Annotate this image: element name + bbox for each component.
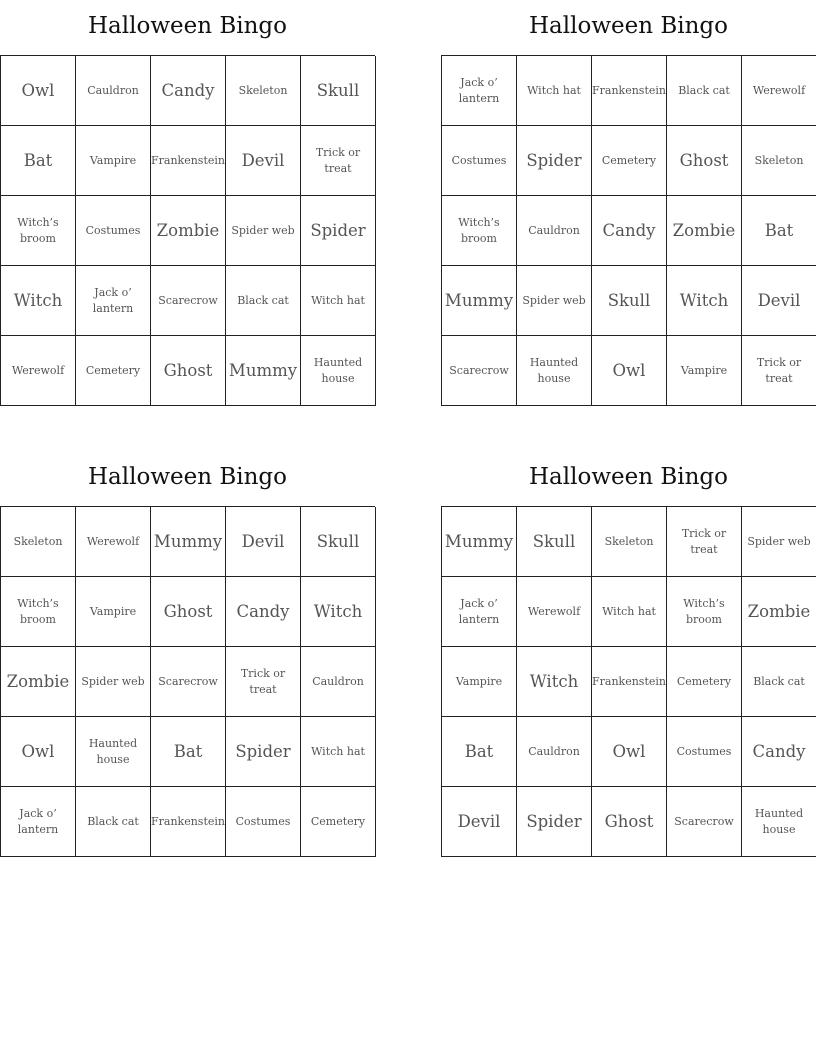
bingo-cell: Frankenstein <box>592 56 667 126</box>
bingo-cell: Cauldron <box>301 647 376 717</box>
bingo-cell: Bat <box>151 717 226 787</box>
bingo-cell: Vampire <box>442 647 517 717</box>
bingo-cell: Owl <box>1 56 76 126</box>
bingo-cell: Trick or treat <box>667 507 742 577</box>
bingo-cell: Mummy <box>151 507 226 577</box>
bingo-cell: Werewolf <box>517 577 592 647</box>
bingo-cell: Ghost <box>592 787 667 857</box>
bingo-cell: Skeleton <box>592 507 667 577</box>
bingo-cell: Cemetery <box>76 336 151 406</box>
bingo-cell: Witch’s broom <box>442 196 517 266</box>
bingo-cell: Witch <box>301 577 376 647</box>
bingo-cell: Frankenstein <box>151 126 226 196</box>
bingo-cell: Mummy <box>226 336 301 406</box>
bingo-cell: Cauldron <box>517 717 592 787</box>
bingo-cell: Trick or treat <box>742 336 816 406</box>
bingo-cell: Trick or treat <box>226 647 301 717</box>
bingo-cell: Zombie <box>1 647 76 717</box>
bingo-cell: Cemetery <box>592 126 667 196</box>
bingo-cell: Witch <box>667 266 742 336</box>
bingo-cell: Costumes <box>667 717 742 787</box>
bingo-cell: Cemetery <box>667 647 742 717</box>
bingo-cell: Werewolf <box>76 507 151 577</box>
bingo-cell: Candy <box>226 577 301 647</box>
bingo-card-2 <box>441 0 816 406</box>
bingo-cell: Zombie <box>667 196 742 266</box>
bingo-cell: Witch’s broom <box>1 577 76 647</box>
bingo-cell: Ghost <box>667 126 742 196</box>
bingo-cell: Jack o’ lantern <box>442 56 517 126</box>
bingo-cell: Skull <box>301 507 376 577</box>
bingo-cell: Trick or treat <box>301 126 376 196</box>
bingo-grid <box>0 506 375 857</box>
bingo-cell: Witch hat <box>301 266 376 336</box>
bingo-cell: Haunted house <box>742 787 816 857</box>
bingo-cell: Owl <box>592 336 667 406</box>
bingo-cell: Scarecrow <box>667 787 742 857</box>
bingo-cell: Haunted house <box>517 336 592 406</box>
bingo-cell: Spider <box>226 717 301 787</box>
card-title: Halloween Bingo <box>528 464 728 490</box>
bingo-cell: Jack o’ lantern <box>442 577 517 647</box>
bingo-cell: Witch’s broom <box>667 577 742 647</box>
bingo-cell: Cemetery <box>301 787 376 857</box>
bingo-grid <box>441 506 816 857</box>
bingo-cell: Skull <box>517 507 592 577</box>
bingo-cell: Vampire <box>76 126 151 196</box>
bingo-cell: Spider web <box>517 266 592 336</box>
bingo-cell: Haunted house <box>76 717 151 787</box>
bingo-cell: Devil <box>442 787 517 857</box>
bingo-cell: Frankenstein <box>592 647 667 717</box>
bingo-cell: Costumes <box>442 126 517 196</box>
bingo-cell: Skeleton <box>226 56 301 126</box>
bingo-cell: Skeleton <box>1 507 76 577</box>
bingo-cell: Candy <box>151 56 226 126</box>
bingo-cell: Witch hat <box>592 577 667 647</box>
bingo-cell: Devil <box>226 507 301 577</box>
bingo-cell: Black cat <box>76 787 151 857</box>
bingo-cell: Mummy <box>442 266 517 336</box>
bingo-card-1 <box>0 0 375 406</box>
bingo-cell: Zombie <box>151 196 226 266</box>
bingo-cell: Devil <box>226 126 301 196</box>
card-title: Halloween Bingo <box>87 464 287 490</box>
bingo-cell: Candy <box>592 196 667 266</box>
bingo-cell: Black cat <box>667 56 742 126</box>
card-title: Halloween Bingo <box>87 13 287 39</box>
bingo-cell: Spider web <box>742 507 816 577</box>
bingo-cell: Spider web <box>76 647 151 717</box>
bingo-cell: Scarecrow <box>151 647 226 717</box>
bingo-card-3 <box>0 451 375 857</box>
bingo-grid <box>441 55 816 406</box>
bingo-cell: Haunted house <box>301 336 376 406</box>
bingo-cell: Cauldron <box>517 196 592 266</box>
bingo-cell: Spider web <box>226 196 301 266</box>
bingo-cell: Ghost <box>151 577 226 647</box>
bingo-cell: Skull <box>592 266 667 336</box>
bingo-grid <box>0 55 375 406</box>
card-title: Halloween Bingo <box>528 13 728 39</box>
bingo-cell: Scarecrow <box>442 336 517 406</box>
bingo-card-4 <box>441 451 816 857</box>
bingo-cell: Werewolf <box>1 336 76 406</box>
bingo-cell: Owl <box>592 717 667 787</box>
bingo-cell: Frankenstein <box>151 787 226 857</box>
bingo-cell: Spider <box>301 196 376 266</box>
bingo-cell: Cauldron <box>76 56 151 126</box>
bingo-cell: Black cat <box>226 266 301 336</box>
bingo-cell: Skeleton <box>742 126 816 196</box>
bingo-cell: Devil <box>742 266 816 336</box>
bingo-cell: Spider <box>517 787 592 857</box>
bingo-cell: Candy <box>742 717 816 787</box>
bingo-cell: Spider <box>517 126 592 196</box>
bingo-cell: Witch <box>517 647 592 717</box>
bingo-cell: Black cat <box>742 647 816 717</box>
bingo-cell: Skull <box>301 56 376 126</box>
bingo-cell: Witch <box>1 266 76 336</box>
bingo-cell: Zombie <box>742 577 816 647</box>
bingo-cell: Jack o’ lantern <box>76 266 151 336</box>
bingo-cell: Mummy <box>442 507 517 577</box>
bingo-cell: Bat <box>742 196 816 266</box>
bingo-cell: Bat <box>1 126 76 196</box>
bingo-cell: Bat <box>442 717 517 787</box>
bingo-cell: Werewolf <box>742 56 816 126</box>
bingo-cell: Costumes <box>76 196 151 266</box>
bingo-cell: Vampire <box>667 336 742 406</box>
bingo-cell: Vampire <box>76 577 151 647</box>
bingo-cell: Witch’s broom <box>1 196 76 266</box>
bingo-cell: Owl <box>1 717 76 787</box>
bingo-cell: Scarecrow <box>151 266 226 336</box>
bingo-cell: Ghost <box>151 336 226 406</box>
bingo-cell: Witch hat <box>301 717 376 787</box>
bingo-cell: Costumes <box>226 787 301 857</box>
bingo-cell: Jack o’ lantern <box>1 787 76 857</box>
bingo-cell: Witch hat <box>517 56 592 126</box>
